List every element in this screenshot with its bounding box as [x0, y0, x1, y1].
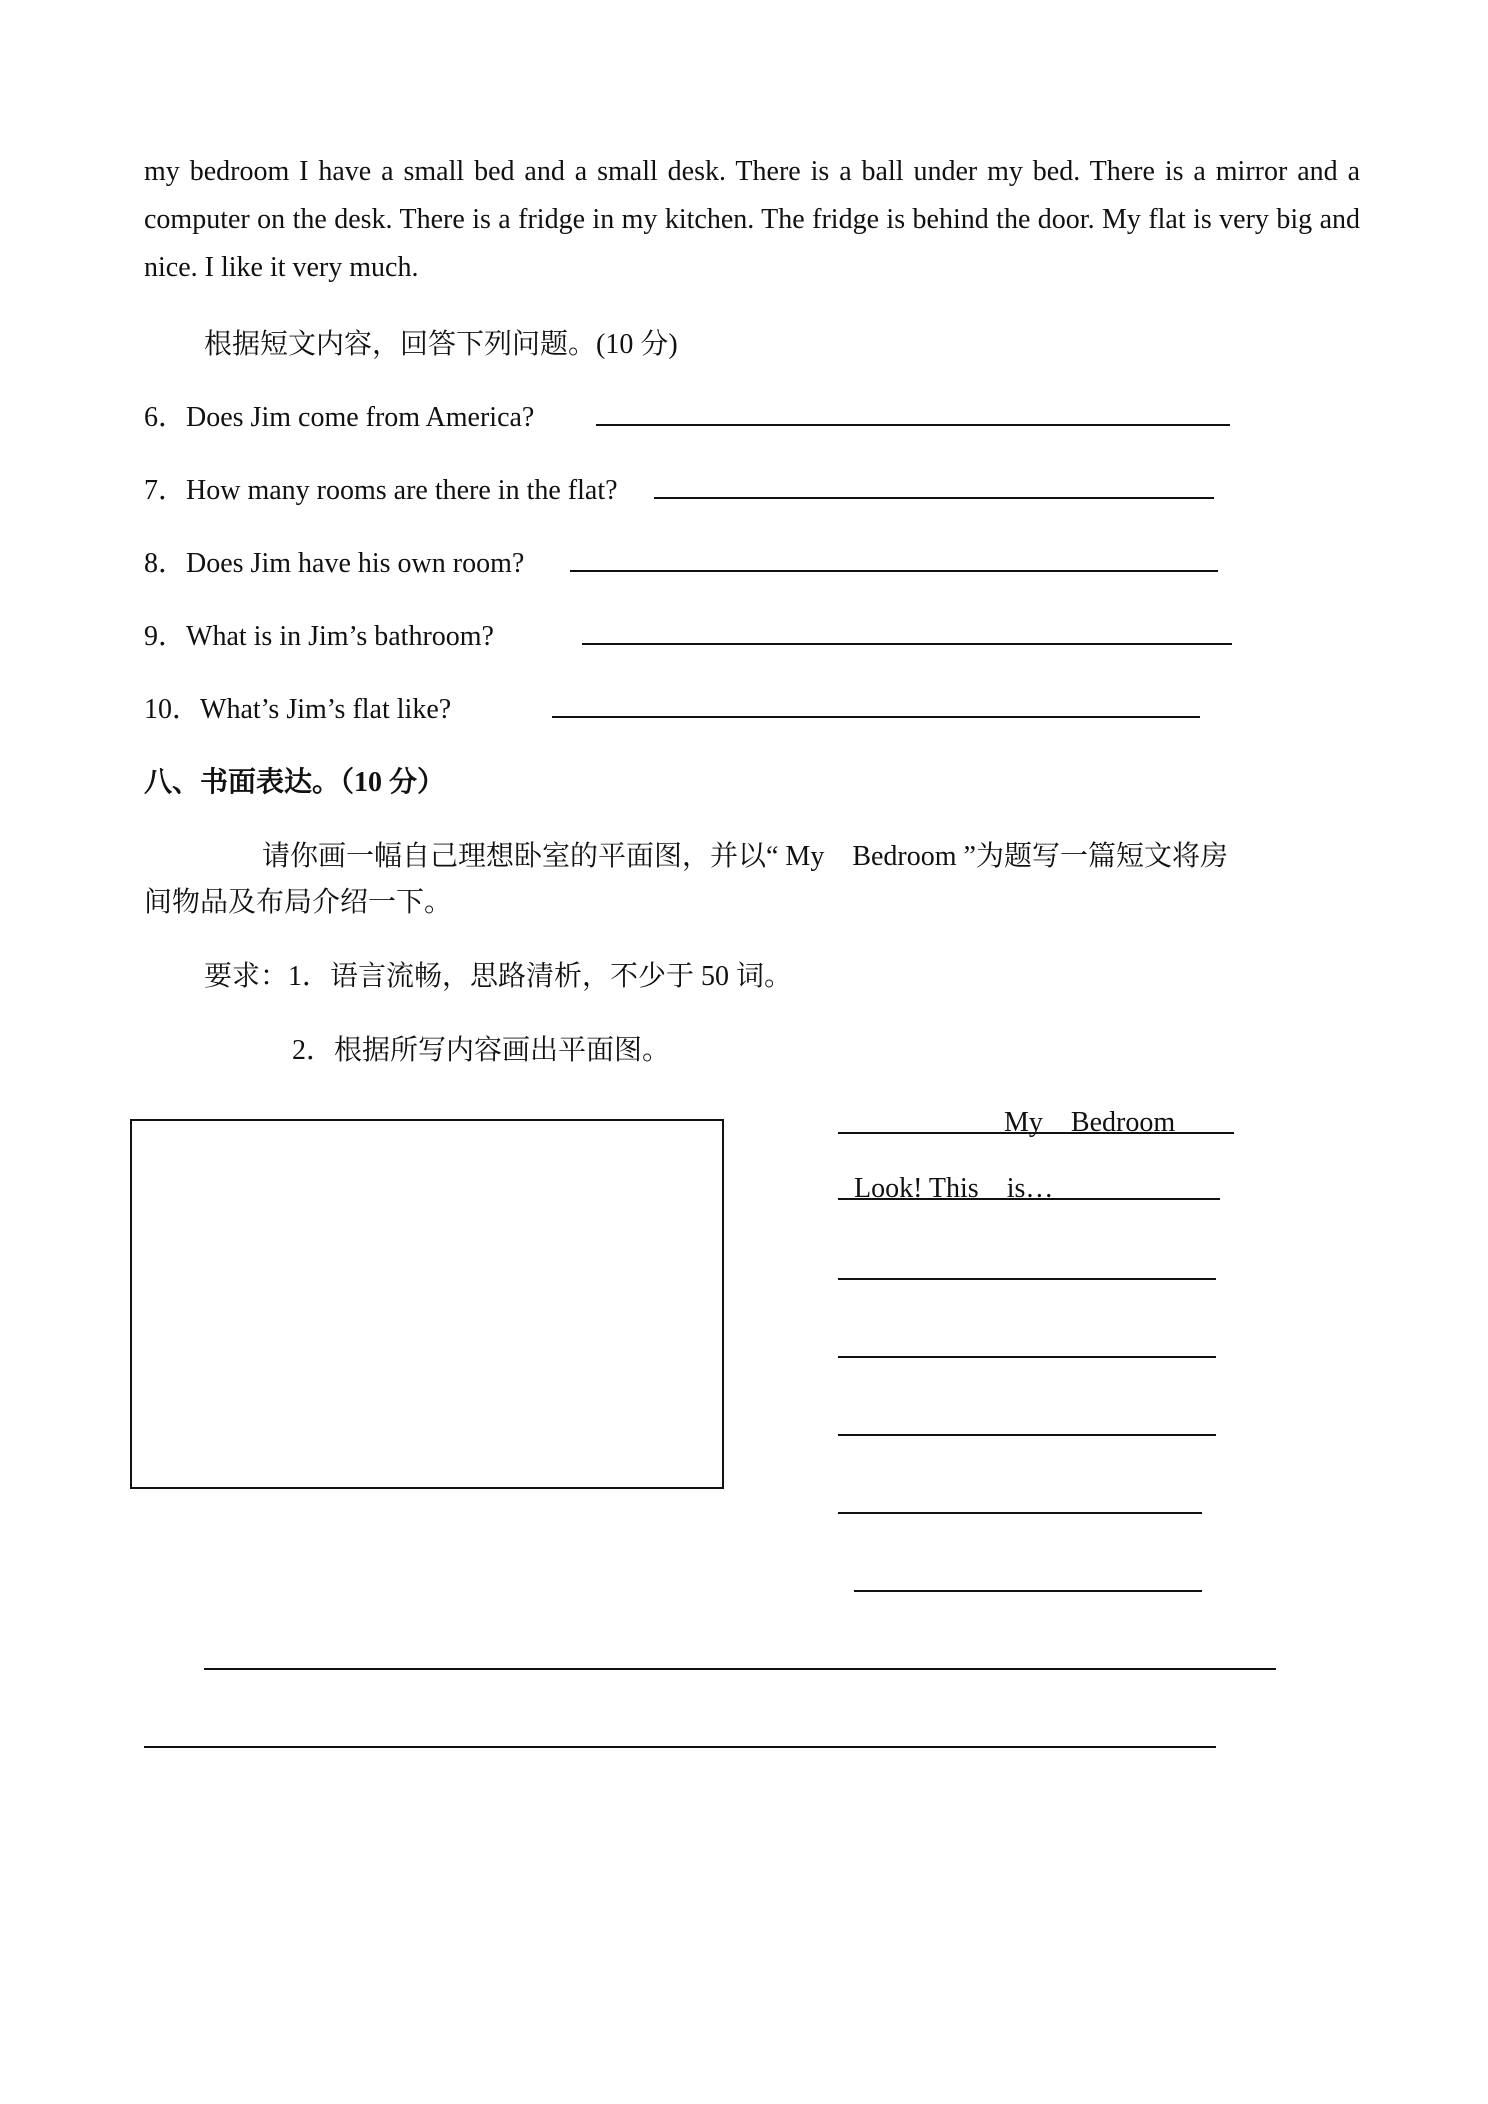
writing-prompt-line-2: 间物品及布局介绍一下。 — [144, 887, 453, 918]
answer-line-7[interactable] — [654, 497, 1214, 499]
question-text: What’s Jim’s flat like? — [200, 694, 452, 725]
question-6 — [144, 395, 534, 435]
question-number: 9． — [144, 621, 187, 652]
essay-line-6[interactable] — [854, 1590, 1202, 1592]
question-number: 7． — [144, 475, 187, 506]
floor-plan-drawing-box[interactable] — [130, 1119, 724, 1489]
question-8 — [144, 541, 524, 581]
answer-line-9[interactable] — [582, 643, 1232, 645]
essay-line-4[interactable] — [838, 1434, 1216, 1436]
passage-text: my bedroom I have a small bed and a small desk. There is a ball under my bed. There is a mirror and a computer on the desk. There is a fridge in my kitchen. The fridge is behind the door. My flat is very big and nice. I like it very much. — [144, 156, 1360, 283]
essay-line-5[interactable] — [838, 1512, 1202, 1514]
answer-line-8[interactable] — [570, 570, 1218, 572]
question-9 — [144, 614, 494, 654]
question-7 — [144, 468, 618, 508]
essay-line-8[interactable] — [144, 1746, 1216, 1748]
question-number: 8． — [144, 548, 187, 579]
section-heading: 八、书面表达。（10 分） — [144, 767, 446, 798]
essay-line-3[interactable] — [838, 1356, 1216, 1358]
requirement-2: 2．根据所写内容画出平面图。 — [292, 1035, 671, 1066]
essay-start: Look! This is… — [854, 1173, 1054, 1204]
question-number: 10． — [144, 694, 201, 725]
question-text: Does Jim come from America? — [186, 402, 535, 433]
essay-title: My Bedroom — [1004, 1107, 1176, 1138]
question-number: 6． — [144, 402, 187, 433]
question-text: Does Jim have his own room? — [186, 548, 525, 579]
question-text: What is in Jim’s bathroom? — [186, 621, 494, 652]
essay-line-7[interactable] — [204, 1668, 1276, 1670]
question-10 — [144, 687, 451, 727]
essay-line-2[interactable] — [838, 1278, 1216, 1280]
reading-instruction: 根据短文内容，回答下列问题。(10 分) — [204, 329, 678, 360]
writing-prompt-line-1: 请你画一幅自己理想卧室的平面图，并以“ My Bedroom ”为题写一篇短文将房 — [262, 841, 1228, 872]
question-text: How many rooms are there in the flat? — [186, 475, 618, 506]
requirement-1: 要求：1．语言流畅，思路清析，不少于 50 词。 — [204, 961, 793, 992]
answer-line-10[interactable] — [552, 716, 1200, 718]
answer-line-6[interactable] — [596, 424, 1230, 426]
